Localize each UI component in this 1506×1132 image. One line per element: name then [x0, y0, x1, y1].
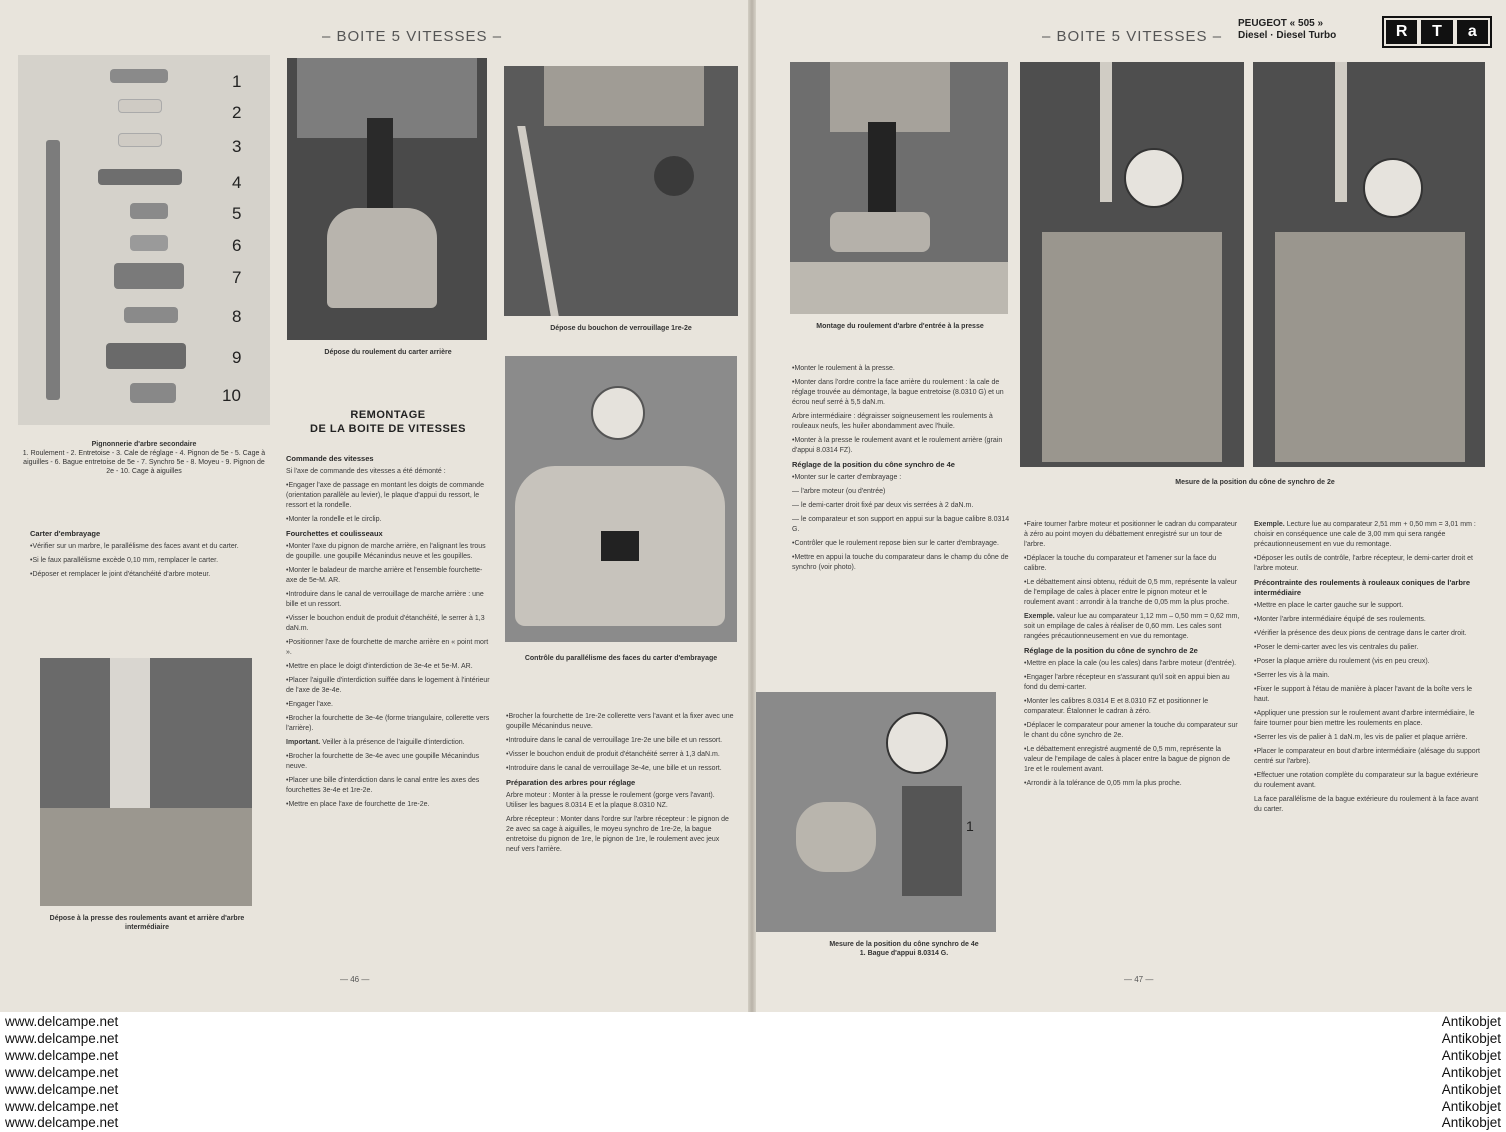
dial-gauge-image — [591, 386, 645, 440]
sync4-para: • Monter sur le carter d'embrayage : — [792, 473, 1010, 483]
gear-image — [830, 212, 930, 252]
sync4-heading: Réglage de la position du cône synchro de 4e — [792, 460, 955, 469]
commande-para: • Monter la rondelle et le circlip. — [286, 515, 490, 525]
sync4-para: • Mettre en appui la touche du comparateur dans le champ du cône de synchro (voir photo). — [792, 553, 1010, 573]
sync2-para: • Le débattement enregistré augmenté de 0,5 mm, représente la valeur de l'empilage de cales à placer entre la bague de pignon de 1re et le roulement avant. — [1024, 745, 1240, 775]
col2-para: • Le débattement ainsi obtenu, réduit de 0,5 mm, représente la valeur de l'empilage de cales à placer entre le pignon moteur et le roulement avant : arrondir à la tranche de 0,05 mm la plus proche. — [1024, 578, 1240, 608]
carter-para: • Déposer et remplacer le joint d'étanchéité d'arbre moteur. — [30, 570, 258, 580]
antikobjet-label: Antikobjet — [1441, 1064, 1501, 1080]
col1-para: • Monter le roulement à la presse. — [792, 364, 1010, 374]
col3-para: • Introduire dans le canal de verrouillage 1re-2e une bille et un ressort. — [506, 736, 734, 746]
press-table-image — [40, 808, 252, 906]
gearbox-half-image-a — [1042, 232, 1222, 462]
delcampe-link[interactable]: www.delcampe.net — [5, 1014, 119, 1029]
fourchettes-para: • Brocher la fourchette de 3e-4e (forme triangulaire, collerette vers l'arrière). — [286, 714, 490, 734]
delcampe-link[interactable]: www.delcampe.net — [5, 1030, 119, 1046]
col2-para: • Faire tourner l'arbre moteur et positionner le cadran du comparateur à zéro au point moyen du débattement enregistré sur un tour de l'arbre. — [1024, 520, 1240, 550]
col3-right-para: • Déposer les outils de contrôle, l'arbre récepteur, le demi-carter droit et l'arbre moteur. — [1254, 554, 1482, 574]
section-title-line-2: DE LA BOITE DE VITESSES — [310, 423, 466, 435]
precontrainte-para: • Poser la plaque arrière du roulement (vis en peu creux). — [1254, 657, 1482, 667]
parts-caption — [20, 440, 268, 476]
commande-para: Si l'axe de commande des vitesses a été démonté : — [286, 468, 446, 475]
fourchettes-para: • Introduire dans le canal de verrouillage de marche arrière : une bille et un ressort. — [286, 590, 490, 610]
gauge-rod-image-b — [1335, 62, 1347, 202]
col1-para: • Monter dans l'ordre contre la face arrière du roulement : la cale de réglage trouvée au démontage, la bague entretoise (8.0310 G) et un écrou neuf serré à 5,5 daN.m. — [792, 378, 1010, 408]
housing-opening-image — [601, 531, 639, 561]
part-number-3: 3 — [232, 137, 242, 156]
part-number-8: 8 — [232, 307, 242, 326]
dial-image-c — [886, 712, 948, 774]
bearing-press-photo — [40, 658, 252, 906]
synchro-measure-photo-b — [1253, 62, 1485, 467]
caption-parallel: Contrôle du parallélisme des faces du carter d'embrayage — [524, 655, 718, 662]
section-title-line-1: REMONTAGE — [350, 409, 426, 421]
input-bearing-press-photo — [790, 62, 1008, 314]
parts-caption-body: 1. Roulement - 2. Entretoise - 3. Cale de réglage - 4. Pignon de 5e - 5. Cage à aiguilles - 6. Bague entretoise de 5e - 7. Synchro 5e - 8. Moyeu - 9. Pignon de 2e - 10. Cage à aiguilles — [22, 450, 266, 475]
fourchettes-heading: Fourchettes et coulisseaux — [286, 529, 383, 538]
stand-image — [517, 126, 559, 316]
precontrainte-para: • Effectuer une rotation complète du comparateur sur la bague extérieure du roulement avant. — [1254, 771, 1482, 791]
dial-image-a — [1124, 148, 1184, 208]
part-9-image — [106, 343, 186, 369]
antikobjet-labels — [1442, 1014, 1501, 1132]
important-para: • Brocher la fourchette de 3e-4e avec une goupille Mécanindus neuve. — [286, 752, 490, 772]
col2-para: • Déplacer la touche du comparateur et l'amener sur la face du calibre. — [1024, 554, 1240, 574]
right-column-1 — [792, 364, 1010, 577]
col3-para: • Brocher la fourchette de 1re-2e collerette vers l'avant et la fixer avec une goupille Mécanindus neuve. — [506, 712, 734, 732]
col3-example-text: Lecture lue au comparateur 2,51 mm + 0,50 mm = 3,01 mm : choisir en conséquence une cale de 3,00 mm qui sera rangée précautionneusement en vue du remontage. — [1254, 521, 1476, 548]
precontrainte-para: • Poser le demi-carter avec les vis centrales du palier. — [1254, 643, 1482, 653]
sync4-para: — le comparateur et son support en appui sur la bague calibre 8.0314 G. — [792, 516, 1010, 533]
part-number-2: 2 — [232, 103, 242, 122]
sync4-para: — le demi-carter droit fixé par deux vis serrées à 2 daN.m. — [792, 502, 974, 509]
lock-plug-photo — [504, 66, 738, 316]
antikobjet-label: Antikobjet — [1441, 1014, 1501, 1029]
dial-image-b — [1363, 158, 1423, 218]
sync2-para: • Monter les calibres 8.0314 E et 8.0310 FZ et positionner le comparateur. Étalonner le cadran à zéro. — [1024, 697, 1240, 717]
carter-para: • Si le faux parallélisme excède 0,10 mm, remplacer le carter. — [30, 556, 258, 566]
bearing-image — [654, 156, 694, 196]
part-number-9: 9 — [232, 348, 242, 367]
precontrainte-para: • Fixer le support à l'étau de manière à placer l'avant de la boîte vers le haut. — [1254, 685, 1482, 705]
fourchettes-para: • Mettre en place le doigt d'interdiction de 3e-4e et 5e-M. AR. — [286, 662, 490, 672]
sync2-para: • Déplacer le comparateur pour amener la touche du comparateur sur le chant du cône synchro de 2e. — [1024, 721, 1240, 741]
left-page-number: — 46 — — [340, 975, 370, 984]
col1-para: Arbre intermédiaire : dégraisser soigneusement les roulements à rouleaux neufs, les huiler abondamment avec l'huile. — [792, 413, 993, 430]
part-10-image — [130, 383, 176, 403]
part-2-image — [118, 99, 162, 113]
sync2-para: • Arrondir à la tolérance de 0,05 mm la plus proche. — [1024, 779, 1240, 789]
fourchettes-para: • Positionner l'axe de fourchette de marche arrière en « point mort ». — [286, 638, 490, 658]
precontrainte-heading: Précontrainte des roulements à rouleaux coniques de l'arbre intermédiaire — [1254, 578, 1471, 597]
part-7-image — [114, 263, 184, 289]
fourchettes-para: • Visser le bouchon enduit de produit d'étanchéité, le serrer à 1,3 daN.m. — [286, 614, 490, 634]
example-text: valeur lue au comparateur 1,12 mm – 0,50 mm = 0,62 mm, soit un empilage de cales à réaliser de 0,60 mm. Les cales sont rangées précautionneusement en vue du remontage. — [1024, 613, 1240, 640]
important-para: • Placer une bille d'interdiction dans le canal entre les axes des fourchettes 3e-4e et 1re-2e. — [286, 776, 490, 796]
fourchettes-para: • Monter le baladeur de marche arrière et l'ensemble fourchette-axe de 5e-M. AR. — [286, 566, 490, 586]
col3-example-label: Exemple. — [1254, 521, 1285, 528]
caption-press: Dépose du roulement du carter arrière — [324, 349, 452, 356]
watermark-footer — [0, 1012, 1506, 1131]
logo-letter-t: T — [1421, 20, 1452, 44]
calibre-image — [902, 786, 962, 896]
fourchettes-para: • Engager l'axe. — [286, 700, 490, 710]
part-number-5: 5 — [232, 204, 242, 223]
left-page-header: – BOITE 5 VITESSES – — [322, 28, 503, 45]
part-number-1: 1 — [232, 72, 242, 91]
sync2-para: • Engager l'arbre récepteur en s'assurant qu'il soit en appui bien au fond du demi-carter. — [1024, 673, 1240, 693]
right-page-number: — 47 — — [1124, 975, 1154, 984]
part-6-image — [130, 235, 168, 251]
carter-para: • Vérifier sur un marbre, le parallélisme des faces avant et du carter. — [30, 542, 258, 552]
fourchettes-para: • Placer l'aiguille d'interdiction suiffée dans le logement à l'intérieur de l'axe de 3e-4e. — [286, 676, 490, 696]
col3-para: • Visser le bouchon enduit de produit d'étanchéité serrer à 1,3 daN.m. — [506, 750, 734, 760]
press-column-image — [110, 658, 150, 818]
brand-line-1: PEUGEOT « 505 » — [1238, 18, 1324, 29]
part-1-image — [110, 69, 168, 83]
book-gutter — [748, 0, 756, 1012]
sync2-para: • Mettre en place la cale (ou les cales) dans l'arbre moteur (d'entrée). — [1024, 659, 1240, 669]
antikobjet-label: Antikobjet — [1441, 1030, 1501, 1046]
antikobjet-label: Antikobjet — [1441, 1115, 1501, 1131]
press-photo — [287, 58, 487, 340]
sync2-heading: Réglage de la position du cône de synchro de 2e — [1024, 646, 1198, 655]
synchro-measure-photo-a — [1020, 62, 1244, 467]
antikobjet-label: Antikobjet — [1441, 1098, 1501, 1114]
delcampe-links — [5, 1014, 118, 1132]
cone-synchro-4-photo — [756, 692, 996, 932]
right-column-3 — [1254, 520, 1482, 819]
precontrainte-para: • Placer le comparateur en bout d'arbre intermédiaire (alésage du support centré sur l'arbre). — [1254, 747, 1482, 767]
gear-image-c — [796, 802, 876, 872]
precontrainte-para: • Mettre en place le carter gauche sur le support. — [1254, 601, 1482, 611]
antikobjet-label: Antikobjet — [1441, 1047, 1501, 1063]
brand-line-2: Diesel · Diesel Turbo — [1238, 30, 1337, 41]
section-title — [288, 408, 488, 436]
brand-label — [1238, 18, 1336, 42]
delcampe-link[interactable]: www.delcampe.net — [5, 1047, 119, 1063]
gearbox-half-image-b — [1275, 232, 1465, 462]
precontrainte-para: La face parallélisme de la bague extérieure du roulement à la face avant du carter. — [1254, 796, 1479, 813]
important-para: • Mettre en place l'axe de fourchette de 1re-2e. — [286, 800, 490, 810]
part-number-7: 7 — [232, 268, 242, 287]
delcampe-link[interactable]: www.delcampe.net — [5, 1064, 119, 1080]
carter-heading: Carter d'embrayage — [30, 529, 101, 538]
part-number-4: 4 — [232, 173, 242, 192]
vise-image — [544, 66, 704, 126]
photo-label-1: 1 — [966, 818, 974, 834]
sync4-para: • Contrôler que le roulement repose bien sur le carter d'embrayage. — [792, 539, 1010, 549]
caption-synchro-4-line-1: Mesure de la position du cône synchro de 4e — [829, 941, 979, 948]
part-number-10: 10 — [222, 386, 241, 405]
logo-letter-a: a — [1457, 20, 1488, 44]
part-number-6: 6 — [232, 236, 242, 255]
left-right-column — [506, 712, 734, 859]
col3-para: • Introduire dans le canal de verrouillage 3e-4e, une bille et un ressort. — [506, 764, 734, 774]
commande-para: • Engager l'axe de passage en montant les doigts de commande (orientation parallèle au levier), le plaque d'appui du ressort, le ressort et la rondelle. — [286, 481, 490, 511]
gauge-rod-image — [1100, 62, 1112, 202]
part-5-image — [130, 203, 168, 219]
precontrainte-para: • Appliquer une pression sur le roulement avant d'arbre intermédiaire, le faire tourner pour bien mettre les roulements en place. — [1254, 709, 1482, 729]
precontrainte-para: • Serrer les vis de palier à 1 daN.m, les vis de palier et plaque arrière. — [1254, 733, 1482, 743]
carter-section — [30, 525, 258, 584]
left-middle-column — [286, 450, 490, 814]
part-3-image — [118, 133, 162, 147]
right-page-header: – BOITE 5 VITESSES – — [1042, 28, 1223, 45]
precontrainte-para: • Serrer les vis à la main. — [1254, 671, 1482, 681]
part-4-image — [98, 169, 182, 185]
preparation-para: Arbre récepteur : Monter dans l'ordre sur l'arbre récepteur : le pignon de 2e avec sa cage à aiguilles, le moyeu synchro de 1re-2e, la bague entretoise du pignon de 1re, le pignon de 1re, le roulement avec jeux neuf vers l'arrière. — [506, 816, 729, 853]
delcampe-link[interactable]: www.delcampe.net — [5, 1081, 119, 1097]
precontrainte-para: • Monter l'arbre intermédiaire équipé de ses roulements. — [1254, 615, 1482, 625]
right-column-2 — [1024, 520, 1240, 793]
caption-synchro-4 — [790, 940, 1018, 958]
antikobjet-label: Antikobjet — [1441, 1081, 1501, 1097]
important-label: Important. — [286, 739, 321, 746]
delcampe-link[interactable]: www.delcampe.net — [5, 1098, 119, 1114]
col1-para: • Monter à la presse le roulement avant et le roulement arrière (grain d'appui 8.0314 FZ). — [792, 436, 1010, 456]
commande-heading: Commande des vitesses — [286, 454, 374, 463]
precontrainte-para: • Vérifier la présence des deux pions de centrage dans le carter droit. — [1254, 629, 1482, 639]
preparation-para: Arbre moteur : Monter à la presse le roulement (gorge vers l'avant). Utiliser les bagues 8.0314 E et la plaque 8.0310 NZ. — [506, 792, 715, 809]
parts-caption-title: Pignonnerie d'arbre secondaire — [91, 441, 197, 448]
delcampe-link[interactable]: www.delcampe.net — [5, 1115, 119, 1131]
casing-image — [327, 208, 437, 308]
fourchettes-para: • Monter l'axe du pignon de marche arrière, en l'alignant les trous de goupille. une goupille Mécanindus neuve et les goupilles. — [286, 542, 490, 562]
rta-logo — [1382, 16, 1492, 48]
caption-measure: Mesure de la position du cône de synchro de 2e — [1175, 479, 1335, 486]
important-para: Veiller à la présence de l'aiguille d'interdiction. — [322, 739, 465, 746]
part-8-image — [124, 307, 178, 323]
preparation-heading: Préparation des arbres pour réglage — [506, 778, 636, 787]
parallelism-photo — [505, 356, 737, 642]
caption-synchro-4-line-2: 1. Bague d'appui 8.0314 G. — [859, 950, 949, 957]
caption-bottom-left: Dépose à la presse des roulements avant et arrière d'arbre intermédiaire — [49, 915, 245, 931]
example-label: Exemple. — [1024, 613, 1055, 620]
press-bed-image — [790, 262, 1008, 314]
shaft-image — [46, 140, 60, 400]
logo-letter-r: R — [1386, 20, 1417, 44]
sync4-para: — l'arbre moteur (ou d'entrée) — [792, 488, 886, 495]
caption-mount: Montage du roulement d'arbre d'entrée à la presse — [816, 323, 984, 330]
caption-lock: Dépose du bouchon de verrouillage 1re-2e — [550, 325, 692, 332]
